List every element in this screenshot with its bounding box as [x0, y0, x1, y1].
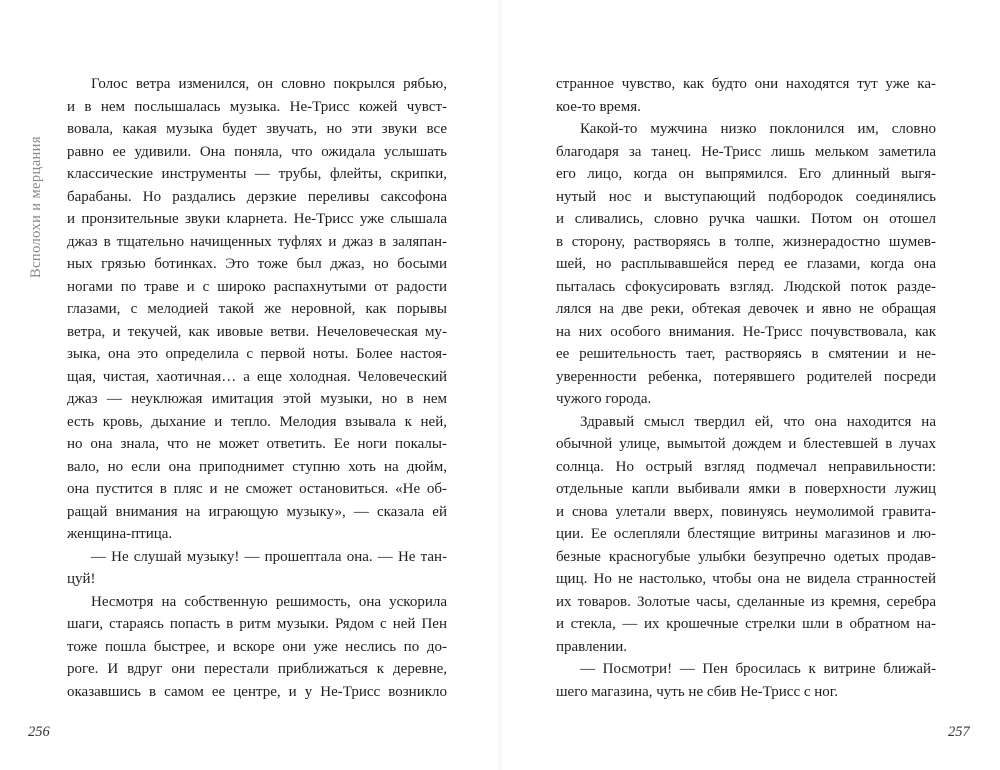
- text-line: цуй!: [67, 571, 96, 587]
- right-page-number: 257: [948, 724, 970, 740]
- text-line: и снова улетали вверх, повинуясь неумолимой гравита-: [556, 503, 936, 520]
- text-line: благодаря за танец. Не-Трисс лишь мельком заметила: [556, 143, 936, 160]
- text-line: Здравый смысл твердил ей, что она находится на: [580, 413, 936, 430]
- text-line: ногами по траве и с широко распахнутыми от радости: [67, 278, 447, 295]
- text-line: женщина-птица.: [67, 526, 173, 542]
- text-line: шей, но расплывавшейся перед ее глазами, когда она: [556, 256, 936, 272]
- book-spine: [497, 0, 503, 770]
- text-line: нутый нос и выступающий подбородок соединялись: [556, 188, 936, 205]
- text-line: Какой-то мужчина низко поклонился им, словно: [580, 121, 936, 137]
- text-line: ветра, и текучей, как ивовые ветви. Нечеловеческая му-: [67, 323, 447, 340]
- text-line: ее решительность тает, растворяясь в смятении и не-: [556, 346, 936, 362]
- text-line: правлении.: [556, 638, 628, 655]
- text-line: оказавшись в самом ее центре, и у Не-Трисс возникло: [67, 683, 447, 700]
- text-line: кое-то время.: [556, 98, 641, 115]
- text-line: Голос ветра изменился, он словно покрылся рябью,: [91, 76, 447, 92]
- text-line: равно ее удивили. Она поняла, что ожидала услышать: [67, 143, 447, 160]
- text-line: шаги, стараясь попасть в ритм музыки. Рядом с ней Пен: [67, 616, 447, 632]
- text-line: ращай внимания на играющую музыку», — сказала ей: [67, 503, 447, 520]
- text-line: лялся на две реки, обтекая девочек и явно не обращая: [556, 301, 936, 317]
- text-line: вовала, какая музыка будет звучать, но эти звуки все: [67, 121, 447, 137]
- text-line: зыка, она это определила с первой ноты. Более настоя-: [67, 346, 447, 362]
- text-line: есть кровь, дыхание и тепло. Мелодия взывала к ней,: [67, 413, 447, 430]
- text-line: щая, чистая, хаотичная… а еще холодная. Человеческий: [67, 368, 447, 385]
- text-line: барабаны. Но раздались дерзкие переливы саксофона: [67, 188, 447, 205]
- text-line: классические инструменты — трубы, флейты, скрипки,: [67, 166, 447, 182]
- text-line: ции. Ее ослепляли блестящие витрины магазинов и лю-: [556, 526, 936, 542]
- text-line: его лицо, когда он выпрямился. Его длинный выгя-: [556, 166, 936, 182]
- text-line: но она знала, что не может ответить. Ее ноги покалы-: [67, 436, 447, 452]
- text-line: — Не слушай музыку! — прошептала она. — Не тан-: [91, 548, 447, 565]
- text-line: джаз — неуклюжая имитация этой музыки, но в нем: [67, 391, 447, 407]
- text-line: она пустится в пляс и не сможет остановиться. «Не об-: [67, 481, 447, 497]
- text-line: шего магазина, чуть не сбив Не-Трисс с ног.: [556, 683, 839, 700]
- text-line: глазами, с мелодией такой же неровной, как порывы: [67, 301, 447, 317]
- text-line: пыталась сфокусировать взгляд. Людской поток разде-: [556, 278, 936, 295]
- text-line: и стекла, — их крошечные стрелки шли в обратном на-: [556, 616, 936, 632]
- text-line: безные красногубые улыбки безупречно одетых продав-: [556, 548, 936, 565]
- text-line: и в нем послышалась музыка. Не-Трисс кожей чувст-: [67, 98, 447, 115]
- text-line: вало, но если она приподнимет ступню хоть на дюйм,: [67, 458, 447, 475]
- running-head: [24, 78, 44, 278]
- text-line: их товаров. Золотые часы, сделанные из кремня, серебра: [556, 593, 936, 610]
- text-line: чужого города.: [556, 391, 652, 407]
- text-line: джаз в тщательно начищенных туфлях и джаз в заляпан-: [67, 233, 447, 250]
- text-line: на них особого внимания. Не-Трисс почувствовала, как: [556, 323, 936, 340]
- text-line: Несмотря на собственную решимость, она ускорила: [91, 593, 447, 610]
- text-line: отдельные капли выбивали ямки в поверхности лужиц: [556, 481, 936, 497]
- text-line: тоже пошла быстрее, и вскоре они уже неслись по до-: [67, 638, 447, 655]
- text-line: щиц. Но не настолько, чтобы она не видела странностей: [556, 571, 936, 587]
- text-line: — Посмотри! — Пен бросилась к витрине ближай-: [580, 661, 936, 677]
- text-line: обычной улице, вымытой дождем и блестевшей в лучах: [556, 436, 936, 452]
- text-line: в сторону, растворяясь в толпе, жизнерадостно шумев-: [556, 233, 936, 250]
- text-line: ных грязью ботинках. Это тоже был джаз, но босыми: [67, 256, 447, 272]
- text-line: и сливались, словно ручка чашки. Потом он отошел: [556, 211, 936, 227]
- running-head-text: Всполохи и мерцания: [28, 136, 44, 278]
- text-line: роге. И вдруг они перестали приближаться к деревне,: [67, 661, 447, 677]
- left-page-text: [67, 73, 447, 703]
- text-line: странное чувство, как будто они находятся тут уже ка-: [556, 76, 936, 92]
- right-page-text: [556, 73, 936, 703]
- text-line: и пронзительные звуки кларнета. Не-Трисс уже слышала: [67, 211, 447, 227]
- text-line: солнца. Но острый взгляд подмечал неправильности:: [556, 458, 936, 475]
- text-line: уверенности ребенка, потерявшего родителей посреди: [556, 368, 936, 385]
- left-page-number: 256: [28, 724, 50, 740]
